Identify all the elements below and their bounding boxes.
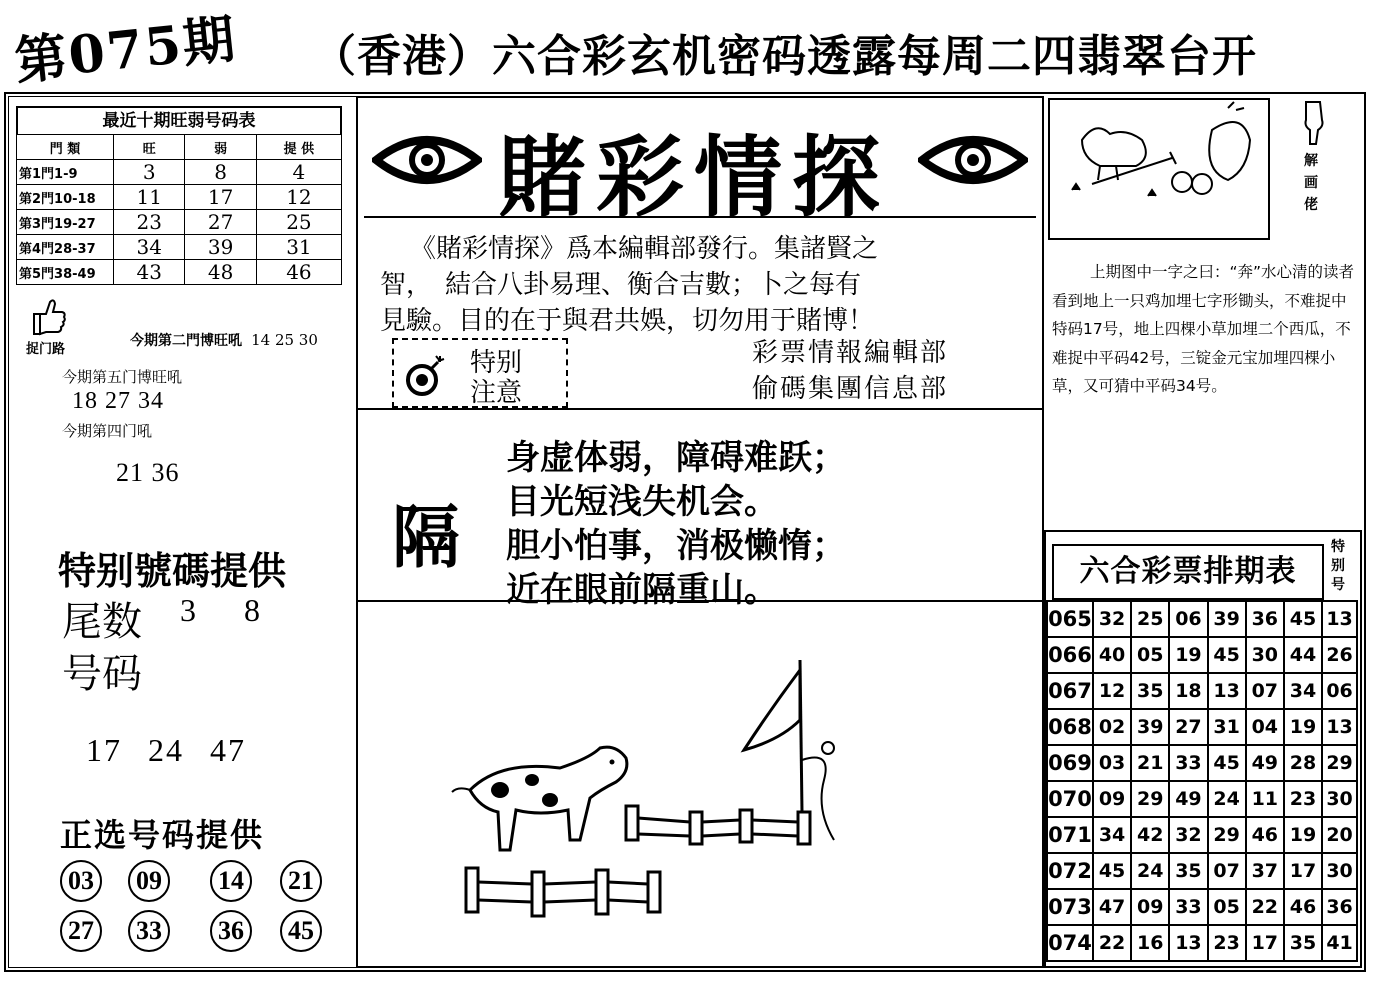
number-cell: 21 bbox=[1131, 745, 1169, 781]
puzzle-side-label: 解 bbox=[1304, 153, 1318, 169]
number-cell: 29 bbox=[1131, 781, 1169, 817]
number-cell: 23 bbox=[1208, 925, 1246, 961]
number-cell: 19 bbox=[1284, 709, 1322, 745]
door5-numbers: 18 27 34 bbox=[72, 388, 164, 414]
publisher-line: 偷碼集團信息部 bbox=[752, 374, 949, 404]
number-cell: 28 bbox=[1284, 745, 1322, 781]
number-cell: 34 bbox=[1093, 817, 1131, 853]
special-header-char: 别 bbox=[1331, 558, 1345, 574]
intro-line: 見驗。目的在于與君共娛，切勿用于賭博！ bbox=[380, 306, 875, 336]
number-cell: 18 bbox=[1169, 673, 1207, 709]
header-tigong: 提 供 bbox=[256, 135, 341, 160]
door4-label: 今期第四门吼 bbox=[62, 422, 153, 440]
number-cell: 13 bbox=[1169, 925, 1207, 961]
history-table-caption: 最近十期旺弱号码表 bbox=[16, 106, 342, 134]
intro-line: 《賭彩情探》爲本編輯部發行。集諸賢之 bbox=[410, 234, 879, 264]
special-number-cell: 36 bbox=[1322, 889, 1357, 925]
poem-line: 身虚体弱，障碍难跃； bbox=[506, 438, 846, 478]
number-cell: 24 bbox=[1208, 781, 1246, 817]
selection-number: 03 bbox=[60, 860, 102, 902]
table-header-row bbox=[17, 135, 342, 160]
number-cell: 31 bbox=[1208, 709, 1246, 745]
poem-line: 近在眼前隔重山。 bbox=[506, 570, 778, 610]
rooster-illustration bbox=[1052, 100, 1268, 238]
number-cell: 05 bbox=[1131, 637, 1169, 673]
period-cell: 073 bbox=[1047, 889, 1093, 925]
poem-line: 胆小怕事，消极懒惰； bbox=[506, 526, 846, 566]
selection-number: 09 bbox=[128, 860, 170, 902]
table-row bbox=[17, 260, 342, 285]
door2-numbers: 14 25 30 bbox=[251, 331, 318, 349]
schedule-row bbox=[1047, 673, 1357, 709]
number-cell: 17 bbox=[1246, 925, 1284, 961]
tip-icon-label: 捉门路 bbox=[26, 342, 66, 357]
schedule-table bbox=[1046, 600, 1358, 962]
selection-number: 27 bbox=[60, 910, 102, 952]
tail-values: 3 8 bbox=[180, 592, 264, 628]
masthead-box bbox=[364, 104, 1036, 229]
divider bbox=[356, 408, 1042, 410]
history-table-box bbox=[16, 106, 342, 285]
schedule-row bbox=[1047, 601, 1357, 637]
selection-number: 21 bbox=[280, 860, 322, 902]
number-cell: 35 bbox=[1169, 853, 1207, 889]
number-cell: 17 bbox=[1284, 853, 1322, 889]
period-cell: 069 bbox=[1047, 745, 1093, 781]
schedule-row bbox=[1047, 637, 1357, 673]
number-cell: 02 bbox=[1093, 709, 1131, 745]
puzzle-side-label: 画 bbox=[1304, 175, 1318, 191]
door4-numbers: 21 36 bbox=[116, 458, 180, 487]
schedule-row bbox=[1047, 709, 1357, 745]
number-cell: 45 bbox=[1093, 853, 1131, 889]
special-header-char: 号 bbox=[1331, 577, 1345, 593]
schedule-row bbox=[1047, 853, 1357, 889]
schedule-row bbox=[1047, 889, 1357, 925]
thumbs-up-icon bbox=[32, 296, 68, 336]
masthead-title: 賭彩情探 bbox=[498, 125, 891, 229]
special-numbers: 17 24 47 bbox=[86, 732, 246, 768]
page-title: （香港）六合彩玄机密码透露每周二四翡翠台开 bbox=[312, 31, 1257, 82]
cell-wang: 43 bbox=[114, 260, 185, 285]
pig-fence-illustration bbox=[440, 640, 860, 930]
period-cell: 068 bbox=[1047, 709, 1093, 745]
schedule-row bbox=[1047, 781, 1357, 817]
eye-icon bbox=[918, 130, 1028, 190]
selection-number: 33 bbox=[128, 910, 170, 952]
selection-number: 45 bbox=[280, 910, 322, 952]
number-cell: 19 bbox=[1169, 637, 1207, 673]
intro-line: 智， 結合八卦易理、衡合吉數；卜之每有 bbox=[380, 270, 862, 300]
cell-tigong: 4 bbox=[256, 160, 341, 185]
number-cell: 39 bbox=[1131, 709, 1169, 745]
big-character: 隔 bbox=[392, 498, 461, 578]
number-cell: 33 bbox=[1169, 745, 1207, 781]
tail-label: 尾数 bbox=[62, 599, 142, 645]
history-table bbox=[16, 134, 342, 285]
number-cell: 44 bbox=[1284, 637, 1322, 673]
number-cell: 23 bbox=[1284, 781, 1322, 817]
special-number-cell: 13 bbox=[1322, 601, 1357, 637]
number-cell: 09 bbox=[1093, 781, 1131, 817]
number-cell: 45 bbox=[1284, 601, 1322, 637]
schedule-row bbox=[1047, 925, 1357, 961]
special-number-cell: 30 bbox=[1322, 781, 1357, 817]
cell-ruo: 48 bbox=[185, 260, 256, 285]
number-cell: 04 bbox=[1246, 709, 1284, 745]
bomb-icon bbox=[402, 352, 448, 398]
number-cell: 16 bbox=[1131, 925, 1169, 961]
table-row bbox=[17, 160, 342, 185]
special-number-cell: 41 bbox=[1322, 925, 1357, 961]
number-cell: 45 bbox=[1208, 745, 1246, 781]
special-number-cell: 26 bbox=[1322, 637, 1357, 673]
header-ruo: 弱 bbox=[185, 135, 256, 160]
issue-number: 第075期 bbox=[11, 8, 240, 93]
number-cell: 49 bbox=[1246, 745, 1284, 781]
number-cell: 33 bbox=[1169, 889, 1207, 925]
door2-label: 今期第二門博旺吼 bbox=[130, 333, 242, 349]
number-cell: 39 bbox=[1208, 601, 1246, 637]
special-number-cell: 06 bbox=[1322, 673, 1357, 709]
header-door: 門 類 bbox=[17, 135, 114, 160]
notice-box bbox=[392, 338, 568, 408]
special-title: 特别號碼提供 bbox=[58, 549, 287, 593]
number-cell: 46 bbox=[1246, 817, 1284, 853]
cell-wang: 11 bbox=[114, 185, 185, 210]
number-cell: 12 bbox=[1093, 673, 1131, 709]
cell-tigong: 31 bbox=[256, 235, 341, 260]
door2-tip bbox=[130, 330, 318, 350]
row-label: 第4門28-37 bbox=[17, 235, 114, 260]
header-wang: 旺 bbox=[114, 135, 185, 160]
table-row bbox=[17, 185, 342, 210]
number-cell: 45 bbox=[1208, 637, 1246, 673]
puzzle-side-label: 佬 bbox=[1304, 197, 1318, 213]
publisher-line: 彩票情報編輯部 bbox=[752, 338, 949, 368]
number-cell: 32 bbox=[1169, 817, 1207, 853]
period-cell: 071 bbox=[1047, 817, 1093, 853]
number-cell: 06 bbox=[1169, 601, 1207, 637]
special-number-cell: 30 bbox=[1322, 853, 1357, 889]
table-row bbox=[17, 210, 342, 235]
period-cell: 065 bbox=[1047, 601, 1093, 637]
special-header-char: 特 bbox=[1331, 539, 1345, 555]
special-number-cell: 20 bbox=[1322, 817, 1357, 853]
period-cell: 070 bbox=[1047, 781, 1093, 817]
period-cell: 067 bbox=[1047, 673, 1093, 709]
puzzle-text: 上期图中一字之曰：“奔”水心清的读者看到地上一只鸡加埋七字形锄头，不难捉中特码17号，地上四棵小草加埋二个西瓜，不难捉中平码42号，三锭金元宝加埋四棵小草，又可猜中平码34号。 bbox=[1052, 263, 1355, 395]
cell-tigong: 25 bbox=[256, 210, 341, 235]
number-cell: 22 bbox=[1246, 889, 1284, 925]
selection-number: 14 bbox=[210, 860, 252, 902]
number-cell: 29 bbox=[1208, 817, 1246, 853]
number-cell: 13 bbox=[1208, 673, 1246, 709]
eye-icon bbox=[372, 130, 482, 190]
number-cell: 22 bbox=[1093, 925, 1131, 961]
number-cell: 11 bbox=[1246, 781, 1284, 817]
special-number-cell: 13 bbox=[1322, 709, 1357, 745]
row-label: 第2門10-18 bbox=[17, 185, 114, 210]
number-cell: 09 bbox=[1131, 889, 1169, 925]
notice-line: 特别 bbox=[470, 348, 523, 378]
cell-ruo: 27 bbox=[185, 210, 256, 235]
number-cell: 42 bbox=[1131, 817, 1169, 853]
number-cell: 47 bbox=[1093, 889, 1131, 925]
number-cell: 25 bbox=[1131, 601, 1169, 637]
number-cell: 27 bbox=[1169, 709, 1207, 745]
notice-line: 注意 bbox=[470, 378, 523, 408]
number-cell: 40 bbox=[1093, 637, 1131, 673]
number-cell: 03 bbox=[1093, 745, 1131, 781]
number-cell: 46 bbox=[1284, 889, 1322, 925]
special-header-box bbox=[1322, 538, 1354, 598]
cell-tigong: 12 bbox=[256, 185, 341, 210]
cell-ruo: 39 bbox=[185, 235, 256, 260]
cell-wang: 3 bbox=[114, 160, 185, 185]
number-cell: 36 bbox=[1246, 601, 1284, 637]
number-cell: 34 bbox=[1284, 673, 1322, 709]
number-label: 号码 bbox=[62, 651, 142, 697]
number-cell: 30 bbox=[1246, 637, 1284, 673]
table-row bbox=[17, 235, 342, 260]
cell-tigong: 46 bbox=[256, 260, 341, 285]
schedule-row bbox=[1047, 745, 1357, 781]
number-cell: 37 bbox=[1246, 853, 1284, 889]
selection-number: 36 bbox=[210, 910, 252, 952]
schedule-title: 六合彩票排期表 bbox=[1052, 544, 1324, 600]
pointing-hand-icon bbox=[1298, 100, 1328, 146]
number-cell: 24 bbox=[1131, 853, 1169, 889]
selection-title: 正选号码提供 bbox=[60, 816, 265, 854]
row-label: 第1門1-9 bbox=[17, 160, 114, 185]
row-label: 第5門38-49 bbox=[17, 260, 114, 285]
cell-ruo: 8 bbox=[185, 160, 256, 185]
door5-label: 今期第五门博旺吼 bbox=[62, 368, 183, 386]
number-cell: 35 bbox=[1284, 925, 1322, 961]
number-cell: 07 bbox=[1246, 673, 1284, 709]
number-cell: 32 bbox=[1093, 601, 1131, 637]
poem-line: 目光短浅失机会。 bbox=[506, 482, 778, 522]
cell-wang: 34 bbox=[114, 235, 185, 260]
cell-ruo: 17 bbox=[185, 185, 256, 210]
row-label: 第3門19-27 bbox=[17, 210, 114, 235]
period-cell: 074 bbox=[1047, 925, 1093, 961]
number-cell: 35 bbox=[1131, 673, 1169, 709]
cell-wang: 23 bbox=[114, 210, 185, 235]
number-cell: 07 bbox=[1208, 853, 1246, 889]
number-cell: 19 bbox=[1284, 817, 1322, 853]
schedule-row bbox=[1047, 817, 1357, 853]
number-cell: 05 bbox=[1208, 889, 1246, 925]
special-number-cell: 29 bbox=[1322, 745, 1357, 781]
period-cell: 066 bbox=[1047, 637, 1093, 673]
number-cell: 49 bbox=[1169, 781, 1207, 817]
period-cell: 072 bbox=[1047, 853, 1093, 889]
